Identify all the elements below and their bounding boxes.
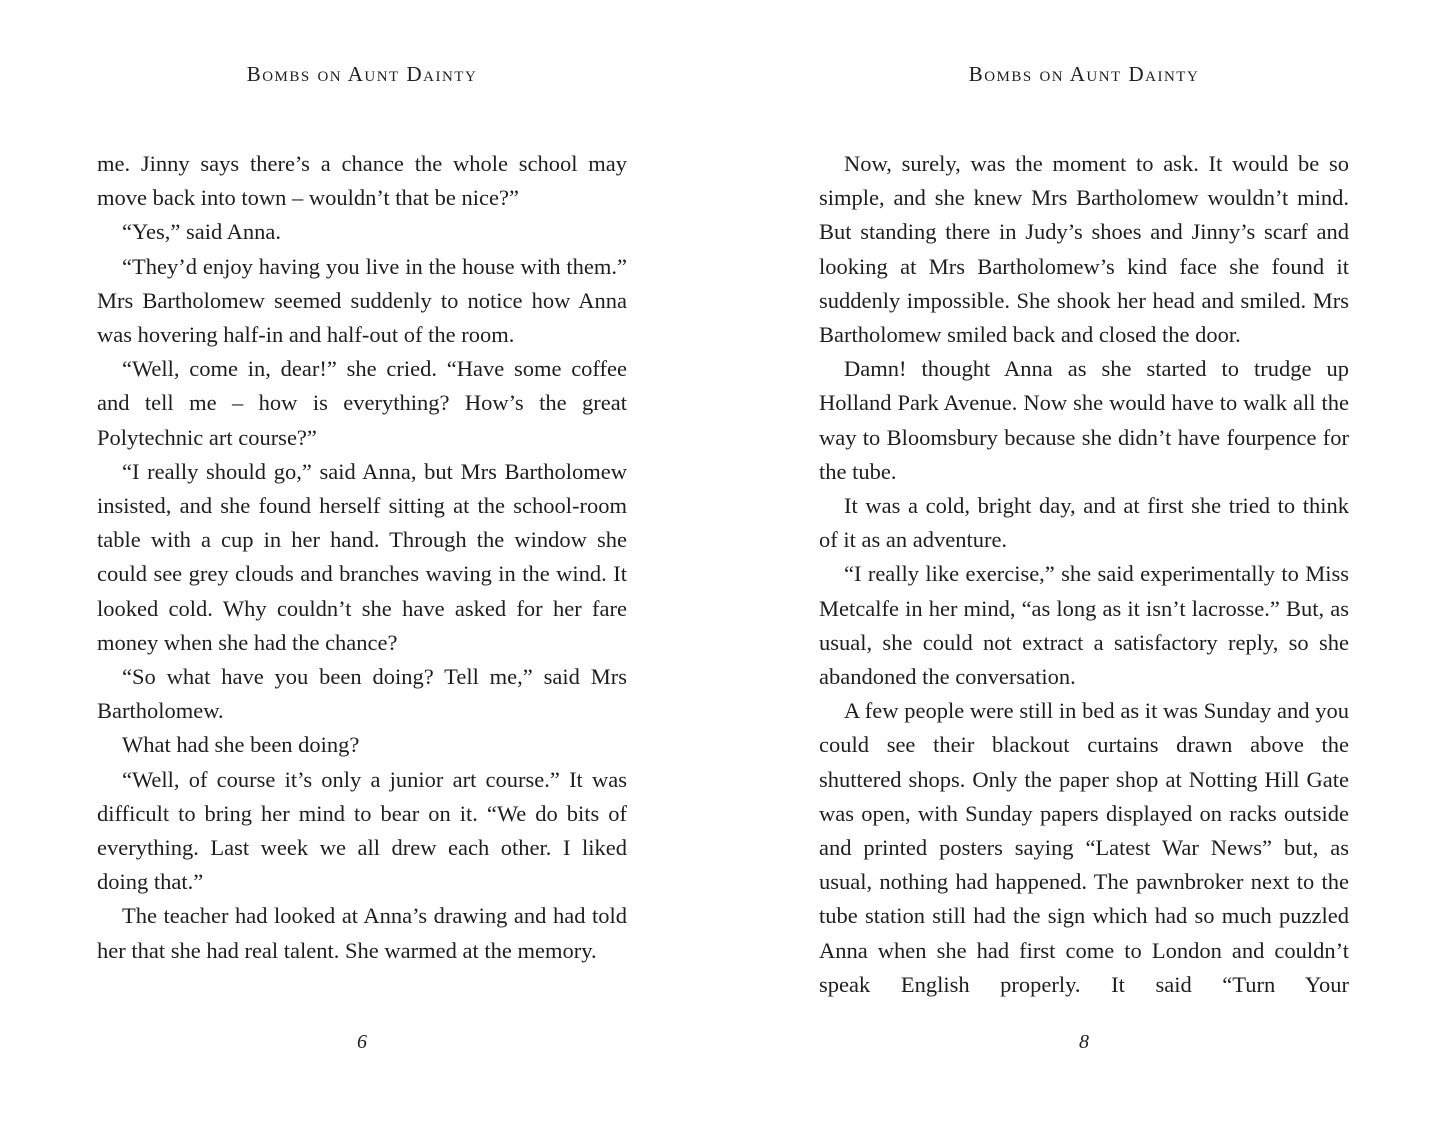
page-number: 8 (1079, 1031, 1089, 1053)
paragraph: “I really should go,” said Anna, but Mrs Bartholomew insisted, and she found herself sitting at the school-room table with a cup in her hand. Through the window she could see grey clouds and branches waving in the wind. It looked cold. Why couldn’t she have asked for her fare money when she had the chance? (97, 458, 627, 655)
body-text (819, 147, 1349, 1002)
paragraph: me. Jinny says there’s a chance the whole school may move back into town – wouldn’t that be nice?” (97, 151, 627, 211)
paragraph: Now, surely, was the moment to ask. It would be so simple, and she knew Mrs Bartholomew wouldn’t mind. But standing there in Judy’s shoes and Jinny’s scarf and looking at Mrs Bartholomew’s kind face she found it suddenly impossible. She shook her head and smiled. Mrs Bartholomew smiled back and closed the door. (819, 151, 1349, 348)
paragraph: What had she been doing? (122, 732, 360, 758)
paragraph: “So what have you been doing? Tell me,” said Mrs Bartholomew. (97, 664, 627, 724)
paragraph: It was a cold, bright day, and at first she tried to think of it as an adventure. (819, 493, 1349, 553)
left-page (97, 0, 627, 1127)
page-number: 6 (357, 1031, 367, 1053)
paragraph: The teacher had looked at Anna’s drawing and had told her that she had real talent. She warmed at the memory. (97, 903, 627, 963)
body-text (97, 147, 627, 968)
paragraph: “They’d enjoy having you live in the house with them.” Mrs Bartholomew seemed suddenly to notice how Anna was hovering half-in and half-out of the room. (97, 253, 627, 348)
paragraph: A few people were still in bed as it was Sunday and you could see their blackout curtains drawn above the shuttered shops. Only the paper shop at Notting Hill Gate was open, with Sunday papers displayed on racks outside and printed posters saying “Latest War News” but, as usual, nothing had happened. The pawnbroker next to the tube station still had the sign which had so much puzzled Anna when she had first come to London and couldn’t speak English properly. It said “Turn Your (819, 698, 1349, 997)
running-head: Bombs on Aunt Dainty (968, 62, 1200, 86)
paragraph: Damn! thought Anna as she started to trudge up Holland Park Avenue. Now she would have to walk all the way to Bloomsbury because she didn’t have fourpence for the tube. (819, 356, 1349, 484)
paragraph: “Well, of course it’s only a junior art course.” It was difficult to bring her mind to bear on it. “We do bits of everything. Last week we all drew each other. I liked doing that.” (97, 766, 627, 895)
paragraph: “Yes,” said Anna. (122, 219, 281, 245)
paragraph: “Well, come in, dear!” she cried. “Have some coffee and tell me – how is everything? How’s the great Polytechnic art course?” (97, 356, 627, 450)
running-head: Bombs on Aunt Dainty (246, 62, 478, 86)
paragraph: “I really like exercise,” she said experimentally to Miss Metcalfe in her mind, “as long as it isn’t lacrosse.” But, as usual, she could not extract a satisfactory reply, so she abandoned the conversation. (819, 561, 1349, 690)
right-page (819, 0, 1349, 1127)
